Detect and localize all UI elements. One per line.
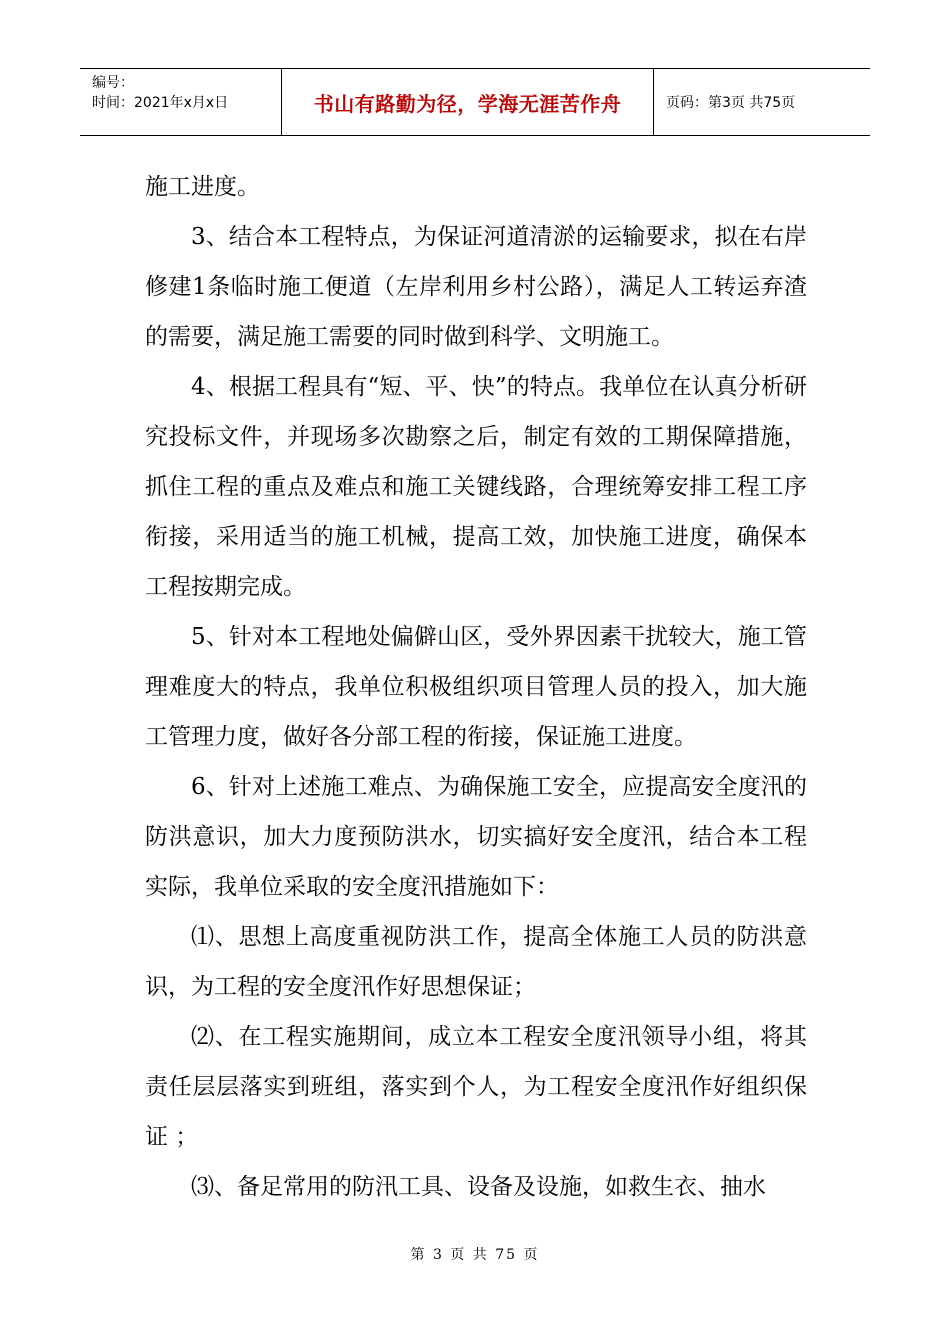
paragraph-subitem-2: ⑵、在工程实施期间，成立本工程安全度汛领导小组，将其责任层层落实到班组，落实到个人，为工程安全度汛作好组织保证 ； [145, 1024, 807, 1150]
header-page-info: 页码：第3页 共75页 [666, 95, 796, 111]
header-motto: 书山有路勤为径，学海无涯苦作舟 [282, 69, 654, 135]
paragraph-item-5: 5、针对本工程地处偏僻山区，受外界因素干扰较大，施工管理难度大的特点，我单位积极组织项目管理人员的投入，加大施工管理力度，做好各分部工程的衔接，保证施工进度。 [145, 624, 807, 750]
header-meta [80, 69, 282, 135]
paragraph-item-6: 6、针对上述施工难点、为确保施工安全，应提高安全度汛的防洪意识，加大力度预防洪水，切实搞好安全度汛，结合本工程实际，我单位采取的安全度汛措施如下： [145, 774, 807, 900]
document-header [80, 68, 870, 136]
document-number-label: 编号： [92, 75, 134, 91]
paragraph-subitem-1: ⑴、思想上高度重视防洪工作，提高全体施工人员的防洪意识，为工程的安全度汛作好思想保证； [145, 924, 807, 1000]
document-date: 时间：2021年x月x日 [92, 95, 229, 111]
paragraph-item-3: 3、结合本工程特点，为保证河道清淤的运输要求，拟在右岸修建1条临时施工便道（左岸利用乡村公路），满足人工转运弃渣的需要，满足施工需要的同时做到科学、文明施工。 [145, 224, 807, 350]
document-body [145, 162, 807, 1212]
page-footer: 第 3 页 共 75 页 [410, 1247, 540, 1263]
paragraph-subitem-3: ⑶、备足常用的防汛工具、设备及设施，如救生衣、抽水 [191, 1174, 766, 1200]
paragraph-continuation: 施工进度。 [145, 174, 260, 200]
paragraph-item-4: 4、根据工程具有“短、平、快”的特点。我单位在认真分析研究投标文件，并现场多次勘察之后，制定有效的工期保障措施，抓住工程的重点及难点和施工关键线路，合理统筹安排工程工序衔接，采用适当的施工机械，提高工效，加快施工进度，确保本工程按期完成。 [145, 374, 807, 600]
